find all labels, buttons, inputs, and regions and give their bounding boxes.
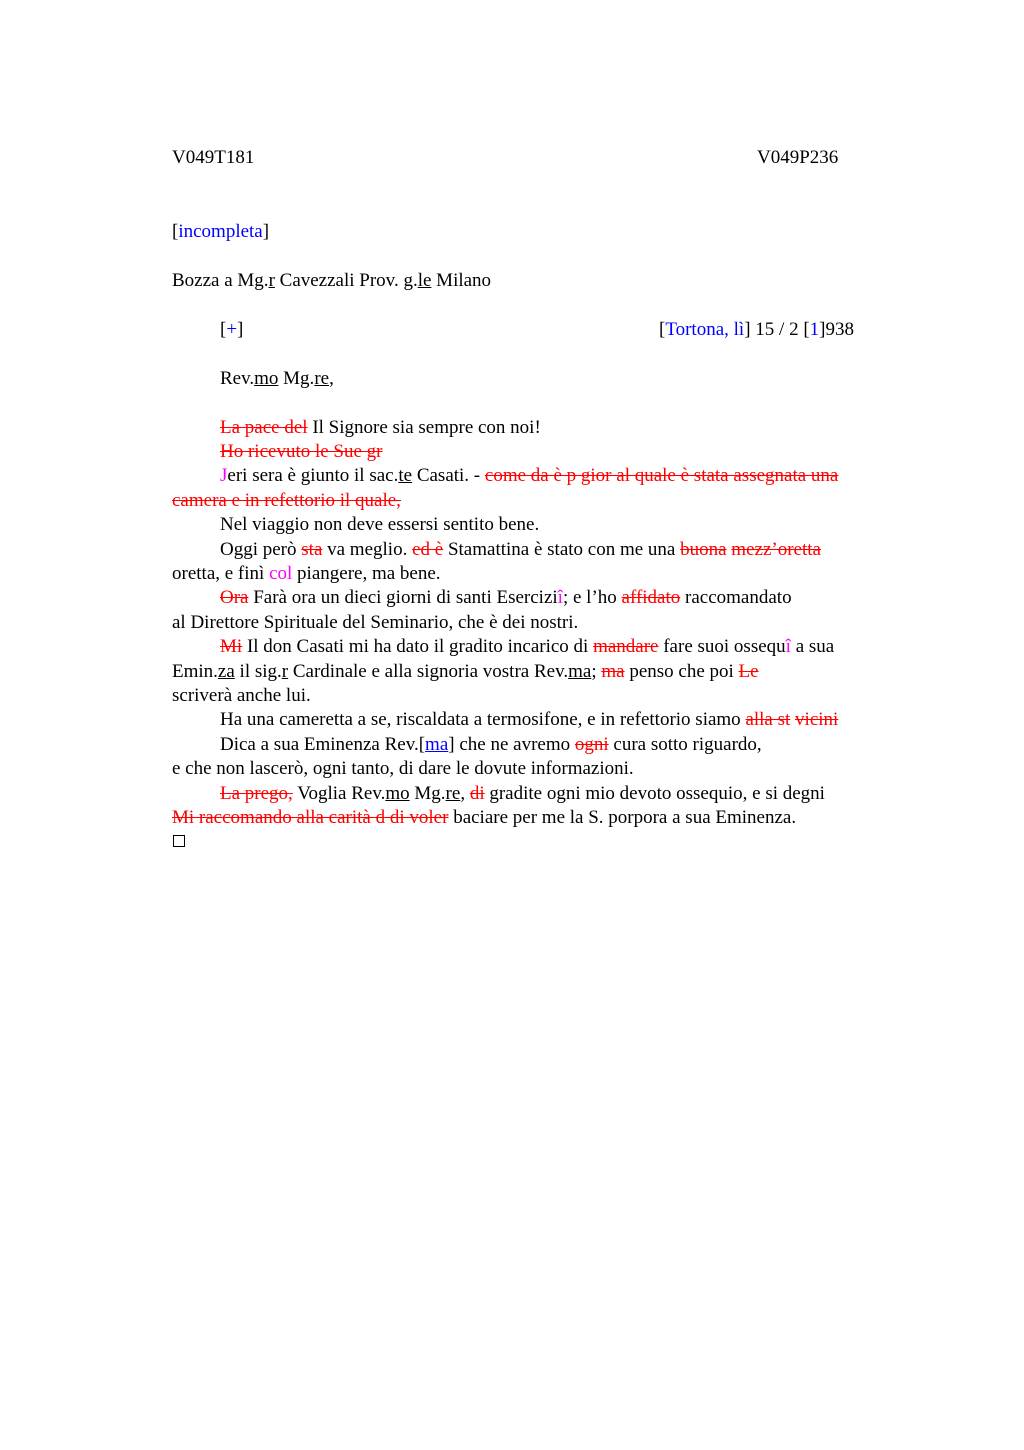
body-line-11: Emin.za il sig.r Cardinale e alla signoria vostra Rev.ma; ma penso che poi Le xyxy=(172,661,759,682)
body-line-3: Jeri sera è giunto il sac.te Casati. - come da è p gior al quale è stata assegnata una xyxy=(220,465,839,486)
salutation: Rev.mo Mg.re, xyxy=(220,368,334,389)
body-line-13: Ha una cameretta a se, riscaldata a termosifone, e in refettorio siamo alla st vicini xyxy=(220,709,839,730)
body-line-15: e che non lascerò, ogni tanto, di dare le dovute informazioni. xyxy=(172,758,634,779)
body-line-12: scriverà anche lui. xyxy=(172,685,311,706)
body-line-10: Mi Il don Casati mi ha dato il gradito incarico di mandare fare suoi ossequî a sua xyxy=(220,636,835,657)
body-line-14: Dica a sua Eminenza Rev.[ma] che ne avremo ogni cura sotto riguardo, xyxy=(220,734,762,755)
body-line-5: Nel viaggio non deve essersi sentito bene. xyxy=(220,514,540,535)
cross-mark: [+] xyxy=(220,319,244,340)
body-line-7: oretta, e finì col piangere, ma bene. xyxy=(172,563,441,584)
place-date: [Tortona, lì] 15 / 2 [1]938 xyxy=(659,319,854,340)
body-line-6: Oggi però sta va meglio. ed è Stamattina è stato con me una buona mezz’oretta xyxy=(220,539,821,560)
body-line-8: Ora Farà ora un dieci giorni di santi Eserciziî; e l’ho affidato raccomandato xyxy=(220,587,792,608)
document-code-left: V049T181 xyxy=(172,147,255,168)
document-code-right: V049P236 xyxy=(757,147,839,168)
body-line-9: al Direttore Spirituale del Seminario, che è dei nostri. xyxy=(172,612,579,633)
body-line-16: La prego, Voglia Rev.mo Mg.re, di gradite ogni mio devoto ossequio, e si degni xyxy=(220,783,825,804)
body-line-17: Mi raccomando alla carità d di voler baciare per me la S. porpora a sua Eminenza. xyxy=(172,807,797,828)
end-box-marker xyxy=(173,835,185,847)
body-line-1: La pace del Il Signore sia sempre con noi! xyxy=(220,417,541,438)
status-label: incompleta xyxy=(178,221,263,242)
body-line-4: camera e in refettorio il quale, xyxy=(172,490,401,511)
place-name: Tortona, lì xyxy=(665,319,745,340)
letter-title: Bozza a Mg.r Cavezzali Prov. g.le Milano xyxy=(172,270,492,291)
body-line-2: Ho ricevuto le Sue gr xyxy=(220,441,383,462)
status-note: [incompleta] xyxy=(172,221,270,242)
